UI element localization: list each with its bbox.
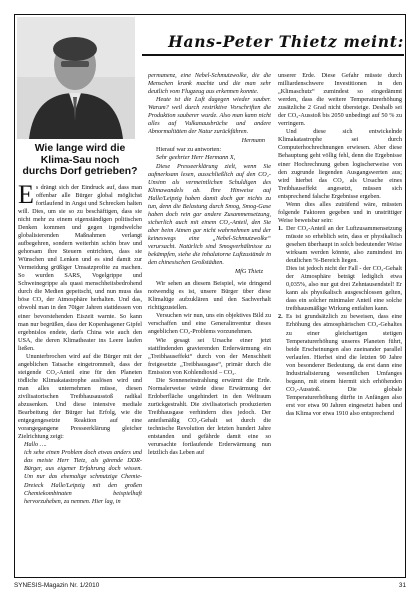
column-1 xyxy=(18,142,142,562)
reply-signature: MfG Thietz xyxy=(234,268,263,276)
paragraph: Und diese sich entwickelnde Klimakatastrophe sei durch Computerhochrechnungen erwiesen. Aber diese Behauptung geht völlig fehl, denn die Ergebnisse einer Hochrechnung geben logischerweise von den zugrunde liegenden Ausgangswerten aus; wird hierbei das CO₂ als Ursache eines Treibhauseffekt angesetzt, müssen sich entsprechend falsche Ergebnisse ergeben. xyxy=(278,128,402,200)
column-header xyxy=(142,26,404,62)
headline-line: durchs Dorf getrieben? xyxy=(22,166,138,178)
list-item xyxy=(278,313,402,418)
lead-paragraph-text: s drängt sich der Eindruck auf, dass man offenbar alle Bürger global möglichst fortlaufend in Angst und Schrecken halten will. Dies, um sie so zu beschäftigen, dass sie nicht mehr zu einem eigenständigen politischen Denken kommen und gegen irgendwelche globalisierenden Maßnahmen verlangt aufbegehren, sondern weiterhin schön brav und gehorsam ihre Steuern entrichten, dass sie Wünschen und Lenken und es sind damit zur Vermeidung grüßiger Umsatzprofite zu machen. So wurden SARS, Vogelgrippe und Schweinegrippe als quasi menschheitsbedrohend durch die Medien gepeitscht, und nun muss das böse CO₂ der Atmosphäre herhalten. Und das, obwohl man in den 70iger Jahren stattdessen von einer bevorstehenden Eiszeit warnte. So kann man nur begrüßen, dass der Kopenhagener Gipfel ergebnislos endete, darfs China wie auch den USA, die deren Klimatheater ins Leere laufen ließen. xyxy=(18,183,142,352)
headline-line: Klima-Sau noch xyxy=(40,154,120,166)
reply-salutation: Sehr geehrter Herr Hermann X, xyxy=(156,154,236,162)
list-number: 1. xyxy=(278,224,283,232)
reader-quote: ich sehe einen Problem doch etwas anders und das meiste Herr Tietz, als gärende DDR-Bürger, aus eigener Erfahrung doch wissen. Um nur das ehemalige schmutzige Chemie-Dreieck Halle/Leipzig mit den großen Chemiekombinaten beispielhaft hervorzuheben, zu nennen. Hier lag, in xyxy=(24,449,142,505)
paragraph: Wir sehen an diesem Beispiel, wie dringend notwendig es ist, unsere Bürger über diese Klimalüge aufzuklären und den Sachverhalt richtigzustellen. xyxy=(148,280,271,312)
quote-author: Hermann xyxy=(241,137,265,145)
list-item-text: Der CO₂-Anteil an der Luftzusammensetzung müsste so erheblich sein, dass er physikalisch gesehen überhaupt in solch bedeutender Weise wirksam werden könnte, also zumindest im deutlichen %-Bereich liegen. xyxy=(286,224,402,265)
column-3 xyxy=(278,72,402,562)
page-number: 31 xyxy=(398,582,406,589)
headline-line: Wie lange wird die xyxy=(34,143,126,154)
lead-paragraph xyxy=(18,179,142,353)
paragraph: Die Sonneneinstrahlung erwärmt die Erde. Normalerweise würde diese Erwärmung der Erdoberfläche ungehindert in den Weltraum zurückgestrahlt. Die zivilisatorisch produzierten Treibhausgase verhindern dies jedoch. Der anteilsmäßig CO₂-Gehalt sei durch die technische Revolution der letzten hundert Jahre entstanden und gefährde damit eine so verursachte fortlaufende Erderwärmung nun letztlich das Leben auf xyxy=(148,376,271,457)
author-portrait-image xyxy=(17,17,135,139)
paragraph: Ununterbrochen wird auf die Bürger mit der angeblichen Tatsache eingetrommelt, dass der steigende CO₂-Anteil eine für den Planeten tödliche Klimakatastrophe auslösen wird und man alles unternehmen müsse, diesen zivilisatorischen Treibhausausstoß radikal abzusenken. Und diese intensive mediale Bearbeitung der Bürger hat Erfolg, wie die entgegengesetzte Reaktion auf eine vorangegangene Presseerklärung gleicher Zielrichtung zeigt: xyxy=(18,352,142,441)
quote-greeting: Hallo …. xyxy=(24,441,47,449)
article-headline xyxy=(18,143,142,178)
magazine-issue: SYNESIS-Magazin Nr. 1/2010 xyxy=(14,582,100,589)
paragraph: Wie gesagt sei Ursache einer jetzt stattfindenden gravierenden Erderwärmung ein „Treibhauseffekt“ durch von der Menschheit freigesetzte „Treibhausgase“, primär durch die Emission von Kohlendioxid – CO₂. xyxy=(148,336,271,376)
paragraph: Wenn dies alles zuträfend wäre, müssten folgende Faktoren gegeben und in unstrittiger Weise beweisbar sein: xyxy=(278,200,402,224)
list-number: 2. xyxy=(278,313,283,321)
paragraph: Versuchen wir nun, uns ein objektives Bild zu verschaffen und eine Generalinventur dieses angeblichen CO₂-Problems vorzunehmen. xyxy=(148,312,271,336)
header-title: Hans-Peter Thietz meint: xyxy=(168,32,404,51)
page-footer xyxy=(14,580,406,592)
reply-intro: Hierauf war zu antworten: xyxy=(156,146,222,154)
column-2 xyxy=(148,72,271,562)
author-photo xyxy=(17,17,135,139)
paragraph: unserer Erde. Diese Gefahr müsste durch milliardenschwere Investitionen in den „Klimaschutz“ zumindest so eingedämmt werden, dass die weitere Temperaturerhöhung zusätzliche 2 Grad nicht übersteige. Deshalb sei der CO₂-Ausstoß bis 2050 unbedingt auf 50 % zu verringern. xyxy=(278,72,402,128)
reply-text: Diese Presseerklärung zielt, wenn Sie aufmerksam lesen, ausschließlich auf den CO₂-Unsinn als vermeintlichen Schuldigen des Klimawandels ab. Ihre Hinweise auf Halle/Leipzig haben damit doch gar nichts zu tun, denn die Belastung durch Smog, Smog-Gase haben doch rein gar andere Zusammensetzung, sicherlich auch mit einem CO₂-Anteil, den Sie aber beim Atmen gar nicht wahrnehmen und der keineswegs eine „Nebel-Schmutzwolke“ verursacht. Natürlich sind Smogverhältnisse zu bekämpfen, siehe die inhalatorne Luftzustände in den chinesischen Großstädten. xyxy=(148,162,271,267)
reader-quote-continued: permanenz, eine Nebel-Schmutzwolke, die die Menschen krank machte und die man sehr deutlich vom Flugzeug aus erkennen konnte. xyxy=(148,72,271,96)
list-item xyxy=(278,225,402,314)
header-rule xyxy=(142,54,404,56)
reader-quote-paragraph: Heute ist die Luft dagegen wieder sauber. Warum? weil durch restriktive Vorschriften die Produktion sauberer wurde. Also man kann nicht alles auf Vulkanausbrüche und andere Abnormalitäten der Natur zurückführen. xyxy=(148,96,271,136)
drop-cap: E xyxy=(18,179,34,209)
list-item-text: Dies ist jedoch nicht der Fall - der CO₂-Gehalt der Atmosphäre beträgt lediglich etwa 0,035%, also nur gut drei Zehntausendstel! Er kann als physikalisch ausgeschlossen gelten, dass ein solcher minimaler Anteil eine solche treibhausmäßige Wirkung entfalten kann. xyxy=(286,265,402,313)
list-item-text: Es ist grundsätzlich zu beweisen, dass eine Erhöhung des atmosphärischen CO₂-Gehaltes zu einer gleichartigen stetigen Temperaturerhöhung unseres Planeten führt, beide Erscheinungen also zueinander parallel verlaufen. Hierbei sind die letzten 90 Jahre von besonderer Bedeutung, da erst dann eine Industrialisierung wesentlichen Umfanges begann, mit einem hiermit sich erhöhenden CO₂-Ausstoß. Die globale Temperaturerhöhung dürfte in Anfängen also erst vor etwa 90 Jahren eingesetzt haben und das Klima vor etwa 1910 also entsprechend xyxy=(286,313,402,417)
